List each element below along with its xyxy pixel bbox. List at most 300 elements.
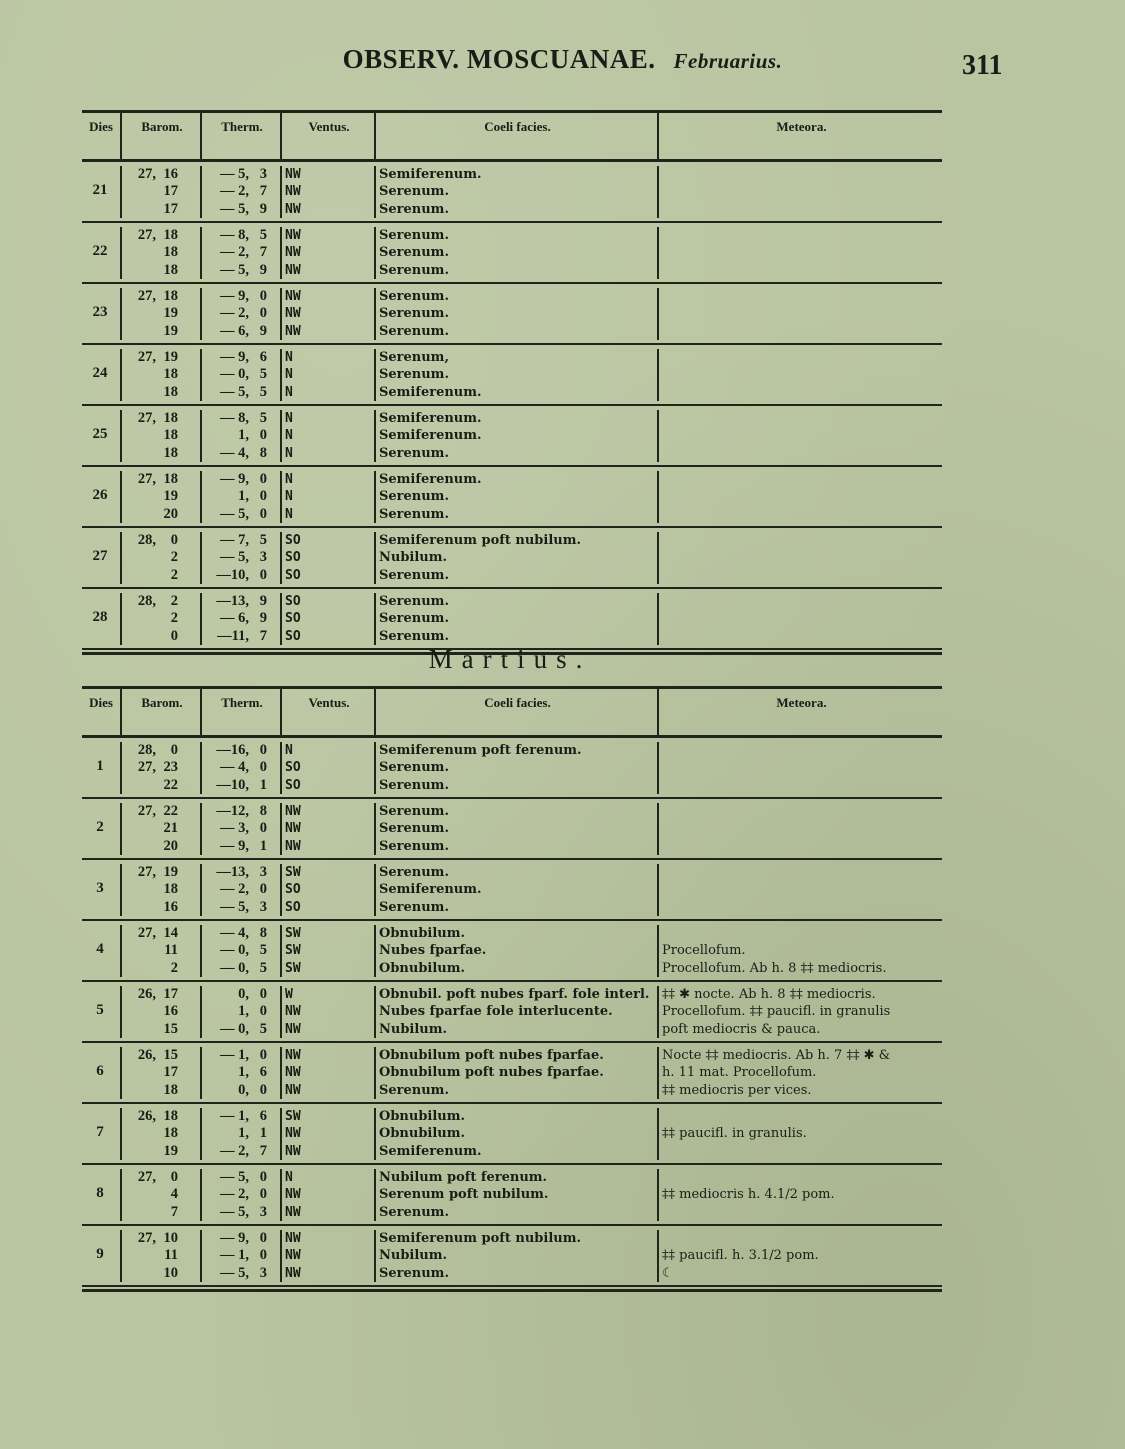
barometer-reading: [122, 244, 202, 261]
sky-cell: [374, 593, 659, 645]
barometer-lines: 18: [163, 410, 178, 426]
header-barom-label: Barom.: [141, 119, 183, 134]
thermometer-reading: [202, 567, 282, 584]
barometer-reading: [122, 1247, 202, 1264]
thermometer-reading: [202, 925, 282, 942]
wind-cell: [280, 925, 376, 977]
thermometer-reading: [202, 1204, 282, 1221]
barometer-lines: 0: [170, 742, 178, 758]
barometer-inches: [122, 942, 156, 959]
day-number: 23: [92, 304, 108, 320]
thermometer-cell: [200, 288, 282, 340]
barometer-reading: [122, 1064, 202, 1081]
wind-direction: SO: [285, 760, 301, 776]
barometer-lines: 20: [163, 505, 178, 522]
sky-cell: [374, 803, 659, 855]
sky-cell: [374, 288, 659, 340]
day-number: 21: [92, 182, 108, 198]
barometer-cell: [120, 803, 202, 855]
barometer-inches: 27,: [137, 471, 156, 487]
sky-description: Semiferenum.: [379, 428, 482, 444]
barometer-inches: [122, 549, 156, 566]
wind-direction: NW: [285, 1204, 301, 1220]
table-row: [82, 163, 942, 223]
barometer-inches: [122, 1247, 156, 1264]
wind-direction: SW: [285, 865, 301, 880]
barometer-lines: 23: [163, 759, 178, 776]
wind-direction: NW: [285, 821, 301, 837]
barometer-inches: [122, 820, 156, 837]
sky-description: Serenum.: [379, 865, 449, 880]
thermometer-degrees: — 5,: [220, 505, 249, 522]
wind-direction: NW: [285, 201, 301, 217]
meteora-note: Procellofum. Ab h. 8 ‡‡ mediocris.: [662, 960, 887, 976]
wind-direction: SO: [285, 628, 301, 644]
thermometer-reading: [202, 549, 282, 566]
wind-cell: [280, 1108, 376, 1160]
thermometer-tenths: 0: [259, 1003, 267, 1020]
barometer-inches: [122, 1082, 156, 1099]
thermometer-tenths: 1: [259, 837, 267, 854]
wind-direction: NW: [285, 1126, 301, 1142]
barometer-lines: 19: [163, 322, 178, 339]
barometer-lines: 18: [163, 227, 178, 243]
header-therm: [200, 689, 282, 735]
barometer-lines: 18: [163, 444, 178, 461]
sky-description: Nubes fparfae.: [379, 943, 487, 959]
thermometer-tenths: 3: [259, 1264, 267, 1281]
thermometer-tenths: 7: [259, 1142, 267, 1159]
thermometer-degrees: —11,: [217, 627, 249, 644]
sky-description: Serenum.: [379, 323, 449, 339]
wind-direction: N: [285, 384, 293, 400]
thermometer-reading: [202, 471, 282, 488]
wind-direction: SO: [285, 882, 301, 898]
barometer-reading: [122, 593, 202, 610]
thermometer-degrees: — 2,: [220, 1186, 249, 1203]
barometer-inches: [122, 567, 156, 584]
sky-cell: [374, 1047, 659, 1099]
thermometer-degrees: — 0,: [220, 942, 249, 959]
thermometer-degrees: — 1,: [220, 1047, 249, 1063]
header-ventus-label: Ventus.: [308, 695, 350, 710]
wind-direction: SO: [285, 611, 301, 627]
barometer-inches: [122, 323, 156, 340]
table-row: [82, 739, 942, 799]
meteora-cell: [657, 227, 947, 279]
barometer-reading: [122, 1082, 202, 1099]
thermometer-degrees: —10,: [216, 776, 249, 793]
wind-direction: SW: [285, 926, 301, 941]
thermometer-reading: [202, 262, 282, 279]
wind-cell: [280, 1169, 376, 1221]
sky-description: Serenum.: [379, 184, 449, 200]
day-number: 4: [96, 941, 104, 957]
barometer-reading: [122, 183, 202, 200]
sky-description: Serenum.: [379, 228, 449, 243]
barometer-reading: [122, 759, 202, 776]
thermometer-reading: [202, 1047, 282, 1064]
header-dies-label: Dies: [89, 119, 113, 134]
thermometer-reading: [202, 201, 282, 218]
month-heading-martius: Martius.: [428, 644, 592, 674]
wind-direction: NW: [285, 1082, 301, 1098]
thermometer-tenths: 7: [259, 627, 267, 644]
barometer-cell: [120, 349, 202, 401]
thermometer-tenths: 5: [259, 959, 267, 976]
thermometer-degrees: — 5,: [220, 1169, 249, 1185]
sky-description: Serenum.: [379, 1204, 449, 1220]
day-number: 1: [96, 758, 104, 774]
thermometer-tenths: 0: [259, 1081, 267, 1098]
sky-description: Semiferenum poft nubilum.: [379, 1231, 582, 1246]
wind-direction: NW: [285, 1231, 301, 1246]
sky-cell: [374, 742, 659, 794]
thermometer-tenths: 8: [259, 803, 267, 819]
barometer-inches: [122, 1265, 156, 1282]
sky-description: Serenum.: [379, 838, 449, 854]
wind-direction: SO: [285, 550, 301, 566]
sky-description: Serenum.: [379, 594, 449, 609]
barometer-reading: [122, 1003, 202, 1020]
sky-cell: [374, 349, 659, 401]
barometer-reading: [122, 610, 202, 627]
barometer-lines: 0: [170, 1169, 178, 1185]
barometer-lines: 2: [170, 549, 178, 566]
barometer-reading: [122, 532, 202, 549]
barometer-reading: [122, 864, 202, 881]
thermometer-tenths: 0: [259, 566, 267, 583]
barometer-lines: 19: [163, 1142, 178, 1159]
wind-direction: SW: [285, 960, 301, 976]
page-title-text: OBSERV. MOSCUANAE.: [342, 44, 656, 74]
thermometer-tenths: 0: [259, 288, 267, 304]
thermometer-cell: [200, 593, 282, 645]
wind-direction: N: [285, 489, 293, 505]
thermometer-degrees: —13,: [216, 593, 249, 609]
thermometer-cell: [200, 532, 282, 584]
thermometer-degrees: — 5,: [220, 898, 249, 915]
wind-cell: [280, 166, 376, 218]
barometer-inches: [122, 1003, 156, 1020]
wind-cell: [280, 349, 376, 401]
meteora-cell: [657, 532, 947, 584]
barometer-lines: 15: [163, 1020, 178, 1037]
sky-cell: [374, 925, 659, 977]
day-number: 5: [96, 1002, 104, 1018]
thermometer-reading: [202, 777, 282, 794]
meteora-cell: [657, 166, 947, 218]
meteora-cell: [657, 1047, 947, 1099]
table-row: [82, 407, 942, 467]
meteora-note: [662, 1204, 947, 1221]
barometer-cell: [120, 410, 202, 462]
barometer-lines: 22: [163, 803, 178, 819]
sky-description: Semiferenum.: [379, 1143, 482, 1159]
barometer-inches: [122, 1204, 156, 1221]
page-title-month: Februarius.: [673, 49, 783, 73]
sky-description: Semiferenum.: [379, 882, 482, 898]
meteora-cell: [657, 349, 947, 401]
wind-direction: SW: [285, 943, 301, 959]
thermometer-degrees: — 1,: [220, 1247, 249, 1264]
thermometer-tenths: 0: [259, 742, 267, 758]
barometer-inches: [122, 488, 156, 505]
table-februarius: [82, 110, 942, 655]
thermometer-reading: [202, 445, 282, 462]
barometer-reading: [122, 305, 202, 322]
meteora-cell: [657, 803, 947, 855]
thermometer-reading: [202, 1186, 282, 1203]
sky-description: Serenum.: [379, 506, 449, 522]
sky-description: Semiferenum.: [379, 472, 482, 487]
sky-description: Serenum.: [379, 777, 449, 793]
thermometer-degrees: —13,: [216, 864, 249, 880]
sky-description: Obnubilum.: [379, 960, 466, 976]
wind-direction: N: [285, 445, 293, 461]
meteora-note: poft mediocris & pauca.: [662, 1021, 821, 1037]
meteora-note: [662, 925, 947, 942]
day-number: 22: [92, 243, 108, 259]
sky-description: Serenum poft nubilum.: [379, 1187, 549, 1203]
wind-direction: SO: [285, 777, 301, 793]
barometer-inches: [122, 628, 156, 645]
header-therm: [200, 113, 282, 159]
thermometer-cell: [200, 742, 282, 794]
table-header: [82, 110, 942, 162]
day-number: 24: [92, 365, 108, 381]
barometer-cell: [120, 471, 202, 523]
wind-direction: NW: [285, 1248, 301, 1264]
sky-cell: [374, 1230, 659, 1282]
meteora-note: ‡‡ mediocris h. 4.1/2 pom.: [662, 1187, 835, 1203]
sky-cell: [374, 864, 659, 916]
sky-cell: [374, 410, 659, 462]
wind-cell: [280, 227, 376, 279]
thermometer-reading: [202, 1003, 282, 1020]
thermometer-degrees: — 2,: [220, 1142, 249, 1159]
barometer-inches: [122, 445, 156, 462]
sky-description: Obnubilum.: [379, 926, 466, 941]
thermometer-tenths: 9: [259, 261, 267, 278]
barometer-inches: [122, 960, 156, 977]
thermometer-tenths: 0: [259, 1186, 267, 1203]
sky-cell: [374, 986, 659, 1038]
barometer-reading: [122, 1169, 202, 1186]
sky-description: Semiferenum.: [379, 411, 482, 426]
meteora-note: ‡‡ paucifl. in granulis.: [662, 1126, 807, 1142]
barometer-reading: [122, 1186, 202, 1203]
barometer-lines: 0: [170, 532, 178, 548]
barometer-lines: 19: [163, 305, 178, 322]
barometer-reading: [122, 899, 202, 916]
sky-description: Semiferenum.: [379, 167, 482, 182]
thermometer-cell: [200, 925, 282, 977]
sky-description: Serenum.: [379, 245, 449, 261]
barometer-lines: 22: [163, 776, 178, 793]
thermometer-tenths: 5: [259, 1020, 267, 1037]
barometer-inches: [122, 366, 156, 383]
barometer-reading: [122, 1204, 202, 1221]
thermometer-reading: [202, 349, 282, 366]
table-row: [82, 922, 942, 982]
sky-description: Serenum.: [379, 611, 449, 627]
barometer-reading: [122, 986, 202, 1003]
barometer-lines: 2: [170, 566, 178, 583]
thermometer-tenths: 0: [259, 471, 267, 487]
wind-direction: NW: [285, 245, 301, 261]
thermometer-reading: [202, 1064, 282, 1081]
sky-description: Nubilum poft ferenum.: [379, 1170, 548, 1185]
wind-cell: [280, 742, 376, 794]
thermometer-reading: [202, 986, 282, 1003]
barometer-lines: 19: [163, 864, 178, 880]
wind-direction: NW: [285, 262, 301, 278]
thermometer-cell: [200, 1230, 282, 1282]
barometer-inches: 27,: [137, 410, 156, 426]
barometer-inches: 27,: [137, 349, 156, 365]
barometer-reading: [122, 471, 202, 488]
wind-direction: N: [285, 350, 293, 365]
wind-direction: N: [285, 743, 293, 758]
sky-cell: [374, 227, 659, 279]
thermometer-reading: [202, 759, 282, 776]
thermometer-degrees: — 8,: [220, 410, 249, 426]
thermometer-tenths: 5: [259, 942, 267, 959]
barometer-lines: 19: [163, 349, 178, 365]
sky-description: Semiferenum poft ferenum.: [379, 743, 582, 758]
barometer-lines: 18: [163, 261, 178, 278]
barometer-reading: [122, 820, 202, 837]
barometer-inches: [122, 1021, 156, 1038]
barometer-reading: [122, 506, 202, 523]
barometer-lines: 21: [163, 820, 178, 837]
wind-direction: N: [285, 411, 293, 426]
barometer-lines: 20: [163, 837, 178, 854]
wind-cell: [280, 532, 376, 584]
barometer-reading: [122, 1143, 202, 1160]
wind-cell: [280, 471, 376, 523]
thermometer-cell: [200, 1108, 282, 1160]
sky-cell: [374, 1169, 659, 1221]
meteora-cell: [657, 410, 947, 462]
thermometer-tenths: 0: [259, 1247, 267, 1264]
wind-direction: SO: [285, 594, 301, 609]
barometer-reading: [122, 262, 202, 279]
thermometer-tenths: 7: [259, 183, 267, 200]
barometer-cell: [120, 1047, 202, 1099]
thermometer-cell: [200, 864, 282, 916]
barometer-lines: 18: [163, 1081, 178, 1098]
meteora-note: ‡‡ mediocris per vices.: [662, 1082, 812, 1098]
thermometer-tenths: 9: [259, 610, 267, 627]
sky-description: Serenum.: [379, 567, 449, 583]
sky-description: Nubilum.: [379, 1021, 448, 1037]
barometer-lines: 10: [163, 1230, 178, 1246]
barometer-reading: [122, 838, 202, 855]
barometer-lines: 17: [163, 986, 178, 1002]
wind-direction: NW: [285, 184, 301, 200]
thermometer-degrees: — 5,: [220, 1264, 249, 1281]
thermometer-tenths: 0: [259, 427, 267, 444]
wind-direction: NW: [285, 167, 301, 182]
thermometer-reading: [202, 1082, 282, 1099]
barometer-inches: 27,: [137, 864, 156, 880]
thermometer-degrees: 1,: [238, 1003, 249, 1020]
barometer-reading: [122, 410, 202, 427]
sky-cell: [374, 1108, 659, 1160]
barometer-cell: [120, 532, 202, 584]
sky-description: Obnubilum.: [379, 1126, 466, 1142]
meteora-cell: [657, 1230, 947, 1282]
header-meteora-label: Meteora.: [776, 695, 827, 710]
wind-direction: N: [285, 506, 293, 522]
barometer-lines: 18: [163, 471, 178, 487]
day-number: 9: [96, 1246, 104, 1262]
thermometer-reading: [202, 244, 282, 261]
thermometer-degrees: — 4,: [220, 444, 249, 461]
barometer-inches: [122, 610, 156, 627]
barometer-inches: 27,: [137, 1169, 156, 1185]
sky-description: Serenum.: [379, 445, 449, 461]
meteora-cell: [657, 925, 947, 977]
header-ventus: [280, 689, 376, 735]
barometer-reading: [122, 201, 202, 218]
thermometer-degrees: — 1,: [220, 1108, 249, 1124]
thermometer-reading: [202, 1108, 282, 1125]
sky-description: Nubes fparfae fole interlucente.: [379, 1004, 613, 1020]
barometer-lines: 15: [163, 1047, 178, 1063]
barometer-lines: 18: [163, 383, 178, 400]
page-title: [0, 44, 1125, 75]
thermometer-degrees: 1,: [238, 488, 249, 505]
page-number: 311: [962, 50, 1003, 81]
table-row: [82, 468, 942, 528]
sky-description: Serenum.: [379, 489, 449, 505]
barometer-cell: [120, 864, 202, 916]
thermometer-degrees: —16,: [216, 742, 249, 758]
thermometer-reading: [202, 488, 282, 505]
thermometer-tenths: 5: [259, 227, 267, 243]
barometer-lines: 18: [163, 366, 178, 383]
thermometer-degrees: 0,: [238, 1081, 249, 1098]
barometer-reading: [122, 628, 202, 645]
header-coeli: [374, 689, 659, 735]
thermometer-tenths: 8: [259, 925, 267, 941]
barometer-reading: [122, 881, 202, 898]
thermometer-degrees: —10,: [216, 566, 249, 583]
thermometer-tenths: 5: [259, 532, 267, 548]
day-number: 25: [92, 426, 108, 442]
sky-description: Nubilum.: [379, 550, 448, 566]
header-ventus-label: Ventus.: [308, 119, 350, 134]
barometer-inches: [122, 838, 156, 855]
thermometer-tenths: 1: [259, 1125, 267, 1142]
sky-cell: [374, 166, 659, 218]
sky-description: Serenum.: [379, 804, 449, 819]
table-row: [82, 800, 942, 860]
wind-direction: NW: [285, 804, 301, 819]
meteora-cell: [657, 742, 947, 794]
thermometer-degrees: — 9,: [220, 837, 249, 854]
thermometer-reading: [202, 305, 282, 322]
barometer-reading: [122, 384, 202, 401]
thermometer-cell: [200, 471, 282, 523]
barometer-lines: 11: [164, 942, 178, 959]
sky-description: Serenum.: [379, 628, 449, 644]
barometer-reading: [122, 942, 202, 959]
barometer-reading: [122, 1125, 202, 1142]
